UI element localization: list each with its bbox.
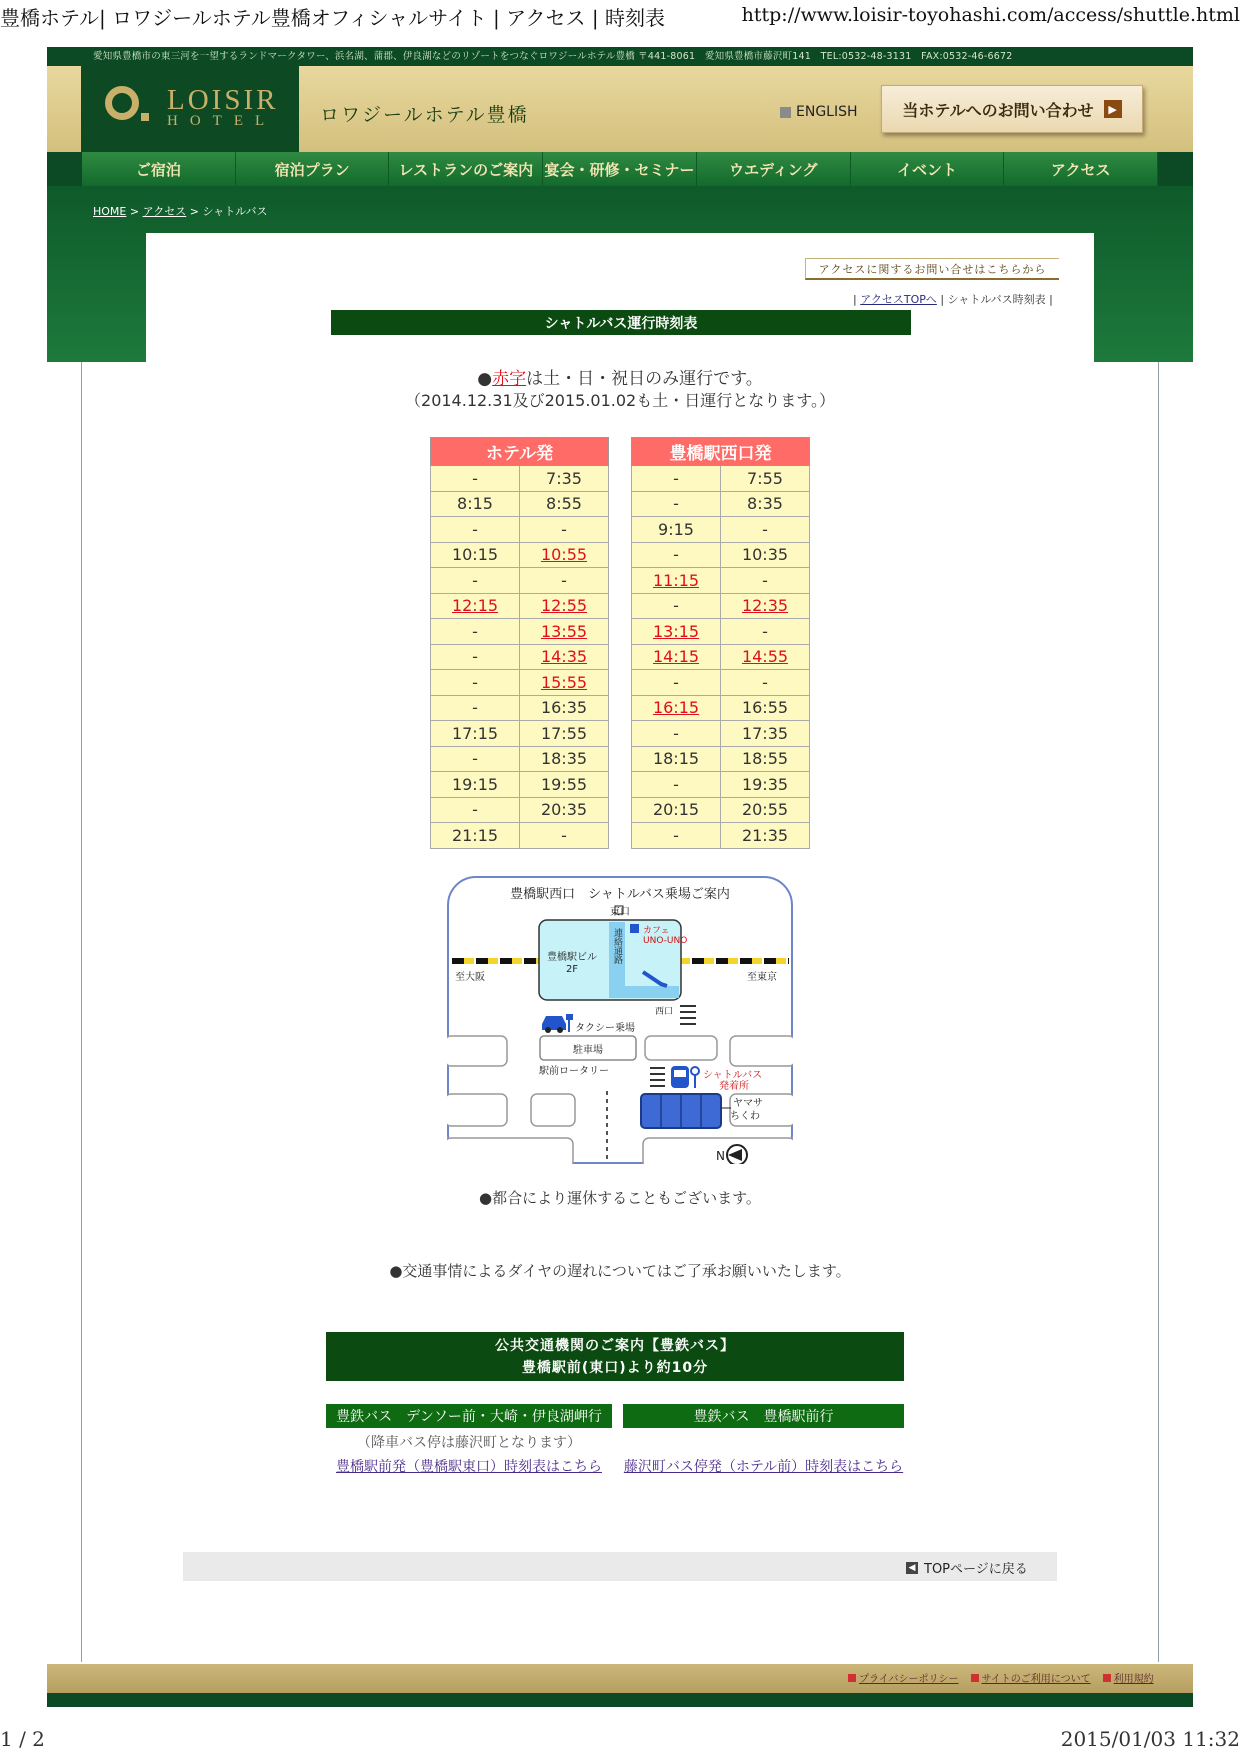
time-cell: - [632,670,721,696]
time-cell: 8:15 [431,491,520,517]
time-cell: 10:55 [520,542,609,568]
time-cell: - [632,491,721,517]
subnav-separator: | [1049,293,1053,306]
page-title: シャトルバス運行時刻表 [331,310,911,335]
privacy-policy-label: プライバシーポリシー [859,1674,959,1685]
breadcrumb-home[interactable]: HOME [93,205,127,218]
time-cell: 17:15 [431,721,520,747]
public-transit-header [326,1332,904,1381]
time-cell: 9:15 [632,517,721,543]
time-cell: - [632,823,721,849]
time-cell: - [721,568,810,594]
access-inquiry-button[interactable]: アクセスに関するお問い合せはこちらから [805,258,1059,280]
time-cell: 19:55 [520,772,609,798]
time-cell: 7:55 [721,466,810,492]
table-row [431,542,609,568]
delay-note: ●交通事情によるダイヤの遅れについてはご了承お願いいたします。 [389,1262,851,1280]
time-cell: - [520,568,609,594]
time-cell: 20:15 [632,797,721,823]
time-cell: 16:55 [721,695,810,721]
print-page-number: 1 / 2 [0,1727,45,1751]
time-cell: 10:15 [431,542,520,568]
site-name: ロワジールホテル豊橋 [320,104,529,126]
time-cell: 21:35 [721,823,810,849]
table-header: 豊橋駅西口発 [632,438,810,466]
time-cell: 18:15 [632,746,721,772]
arrow-square-icon [848,1674,856,1682]
suspension-note: ●都合により運休することもございます。 [479,1189,761,1207]
transit-subtitle: 豊橋駅前(東口)より約10分 [521,1359,709,1376]
back-arrow-icon: ◀ [906,1562,918,1574]
time-cell: - [431,797,520,823]
station-timetable-link[interactable]: 豊橋駅前発（豊橋駅東口）時刻表はこちら [336,1459,602,1475]
time-cell: 14:55 [721,644,810,670]
table-row [431,746,609,772]
holiday-note: （2014.12.31及び2015.01.02も土・日運行となります。） [405,391,835,410]
time-cell: 13:15 [632,619,721,645]
time-cell: - [431,517,520,543]
time-cell: 20:35 [520,797,609,823]
table-row [632,695,810,721]
station-departure-table [631,437,810,849]
compass-icon [727,1145,747,1164]
breadcrumb-separator: > [126,205,143,218]
time-cell: 18:55 [721,746,810,772]
subnav-current: シャトルバス時刻表 [947,293,1046,306]
time-cell: 16:15 [632,695,721,721]
map-floor: 2F [565,964,579,975]
table-row [632,491,810,517]
table-row [632,517,810,543]
terms-label: 利用規約 [1113,1674,1154,1685]
logo-subword: HOTEL [167,113,277,129]
bus-route-label: 豊鉄バス デンソー前・大崎・伊良湖岬行 [326,1404,612,1428]
contact-button[interactable] [881,85,1143,133]
time-cell: 14:35 [520,644,609,670]
map-east-exit: 東口 [610,907,630,918]
arrow-square-icon [971,1674,979,1682]
time-cell: 12:35 [721,593,810,619]
map-north: N [716,1149,725,1163]
red-text-keyword: 赤字 [492,369,527,389]
hotel-stop-timetable-link[interactable]: 藤沢町バス停発（ホテル前）時刻表はこちら [623,1459,904,1475]
nav-item-event[interactable]: イベント [851,152,1005,186]
time-cell: 17:35 [721,721,810,747]
access-top-link[interactable]: アクセスTOPへ [860,293,937,306]
time-cell: - [431,644,520,670]
time-cell: 7:35 [520,466,609,492]
time-cell: - [721,670,810,696]
breadcrumb-separator: > [186,205,203,218]
arrow-square-icon [1103,1674,1111,1682]
weekend-note [300,364,940,389]
time-cell: - [431,619,520,645]
time-cell: 19:35 [721,772,810,798]
time-cell: - [431,568,520,594]
breadcrumb-current: シャトルバス [202,205,268,218]
table-row [632,772,810,798]
map-west-exit: 西口 [655,1007,674,1017]
nav-item-plans[interactable]: 宿泊プラン [236,152,390,186]
subnav-separator: | [853,293,857,306]
arrow-square-icon [780,107,791,118]
table-row [632,568,810,594]
english-label: ENGLISH [796,104,858,120]
table-row [632,542,810,568]
hotel-departure-table [430,437,609,849]
map-shop-sub: ちくわ [730,1111,760,1122]
map-passage: 連絡通路 [612,928,622,964]
table-row [632,593,810,619]
print-page-title: 豊橋ホテル| ロワジールホテル豊橋オフィシャルサイト | アクセス | 時刻表 [0,6,666,30]
table-row [632,619,810,645]
weekend-note-text: は土・日・祝日のみ運行です。 [526,369,763,389]
sub-nav [853,291,1053,307]
table-row [431,491,609,517]
map-building: 豊橋駅ビル [547,952,597,963]
table-row [431,466,609,492]
map-cafe-name: UNO-UNO [643,936,688,946]
time-cell: - [520,823,609,849]
footer-bottom-bar [47,1693,1193,1707]
table-row [632,721,810,747]
bus-icon [671,1066,689,1088]
print-url: http://www.loisir-toyohashi.com/access/shuttle.html [741,4,1240,26]
breadcrumb [93,203,268,219]
time-cell: 15:55 [520,670,609,696]
subnav-separator: | [940,293,945,306]
bus-stop-note: （降車バス停は藤沢町となります） [357,1435,581,1451]
map-title: 豊橋駅西口 シャトルバス乗場ご案内 [510,887,730,902]
time-cell: 10:35 [721,542,810,568]
time-cell: - [632,772,721,798]
table-row [632,670,810,696]
time-cell: - [632,721,721,747]
english-link[interactable] [780,104,858,120]
table-row [632,644,810,670]
time-cell: - [632,593,721,619]
table-row [431,797,609,823]
time-cell: 19:15 [431,772,520,798]
footer-links [848,1670,1154,1685]
table-row [431,568,609,594]
table-row [431,721,609,747]
time-cell: - [632,466,721,492]
cafe-marker-icon [630,924,639,933]
table-row [632,746,810,772]
bullet-icon: ● [477,369,493,389]
time-cell: 8:35 [721,491,810,517]
table-row [431,644,609,670]
map-shuttle-stop-sub: 発着所 [719,1081,749,1092]
nav-side-right [1158,152,1193,186]
logo-word: LOISIR [167,84,279,116]
play-arrow-icon: ▶ [1104,100,1122,118]
time-cell: 8:55 [520,491,609,517]
time-cell: 12:55 [520,593,609,619]
time-cell: 20:55 [721,797,810,823]
divider [1158,362,1159,1662]
nav-item-restaurant[interactable]: レストランのご案内 [389,152,543,186]
time-cell: 14:15 [632,644,721,670]
nav-item-stay[interactable]: ご宿泊 [82,152,236,186]
back-to-top-link[interactable] [906,1558,1028,1577]
table-row [431,670,609,696]
back-to-top-label: TOPページに戻る [924,1562,1028,1577]
time-cell: 13:55 [520,619,609,645]
shuttle-bus-stop-area [641,1094,721,1128]
time-cell: 16:35 [520,695,609,721]
taxi-icon [542,1014,573,1033]
site-usage-label: サイトのご利用について [981,1674,1091,1685]
top-info-text: 愛知県豊橋市の東三河を一望するランドマークタワー、浜名湖、蒲郡、伊良湖などのリゾートをつなぐロワジールホテル豊橋 〒441-8061 愛知県豊橋市藤沢町141 TEL:0532-48-3131 FAX:0532-46-6672 [93,51,1013,62]
nav-item-access[interactable]: アクセス [1004,152,1158,186]
contact-label: 当ホテルへのお問い合わせ [902,100,1094,120]
time-cell: - [431,746,520,772]
table-row [431,593,609,619]
transit-title: 公共交通機関のご案内【豊鉄バス】 [495,1337,735,1354]
table-row [632,797,810,823]
nav-item-banquet[interactable]: 宴会・研修・セミナー [543,152,697,186]
map-shop: ヤマサ [733,1098,763,1109]
time-cell: 18:35 [520,746,609,772]
logo-ring-icon [105,86,139,120]
logo-dot-icon [141,113,149,121]
time-cell: 12:15 [431,593,520,619]
time-cell: - [520,517,609,543]
time-cell: 17:55 [520,721,609,747]
site-usage-link[interactable] [971,1670,1091,1685]
table-row [431,823,609,849]
time-cell: - [721,517,810,543]
map-to-osaka: 至大阪 [455,972,485,983]
table-row [632,823,810,849]
time-cell: - [632,542,721,568]
nav-item-wedding[interactable]: ウエディング [697,152,851,186]
table-header: ホテル発 [431,438,609,466]
table-row [431,619,609,645]
table-row [431,772,609,798]
table-row [431,695,609,721]
time-cell: 21:15 [431,823,520,849]
map-taxi: タクシー乗場 [575,1023,635,1034]
main-nav [82,152,1158,186]
print-datetime: 2015/01/03 11:32 [1060,1727,1240,1751]
time-cell: - [431,466,520,492]
map-rotary: 駅前ロータリー [539,1066,609,1077]
map-to-tokyo: 至東京 [747,972,777,983]
time-cell: - [431,695,520,721]
bus-route-label: 豊鉄バス 豊橋駅前行 [623,1404,904,1428]
divider [81,362,82,1662]
map-shuttle-stop: シャトルバス [703,1070,763,1081]
time-cell: - [721,619,810,645]
table-row [632,466,810,492]
breadcrumb-access[interactable]: アクセス [142,205,187,218]
terms-link[interactable] [1103,1670,1154,1685]
privacy-policy-link[interactable] [848,1670,959,1685]
time-cell: 11:15 [632,568,721,594]
nav-side-left [47,152,82,186]
map-cafe: カフェ [643,926,670,936]
time-cell: - [431,670,520,696]
shuttle-stop-map [447,876,793,1164]
table-row [431,517,609,543]
map-parking: 駐車場 [573,1045,603,1056]
